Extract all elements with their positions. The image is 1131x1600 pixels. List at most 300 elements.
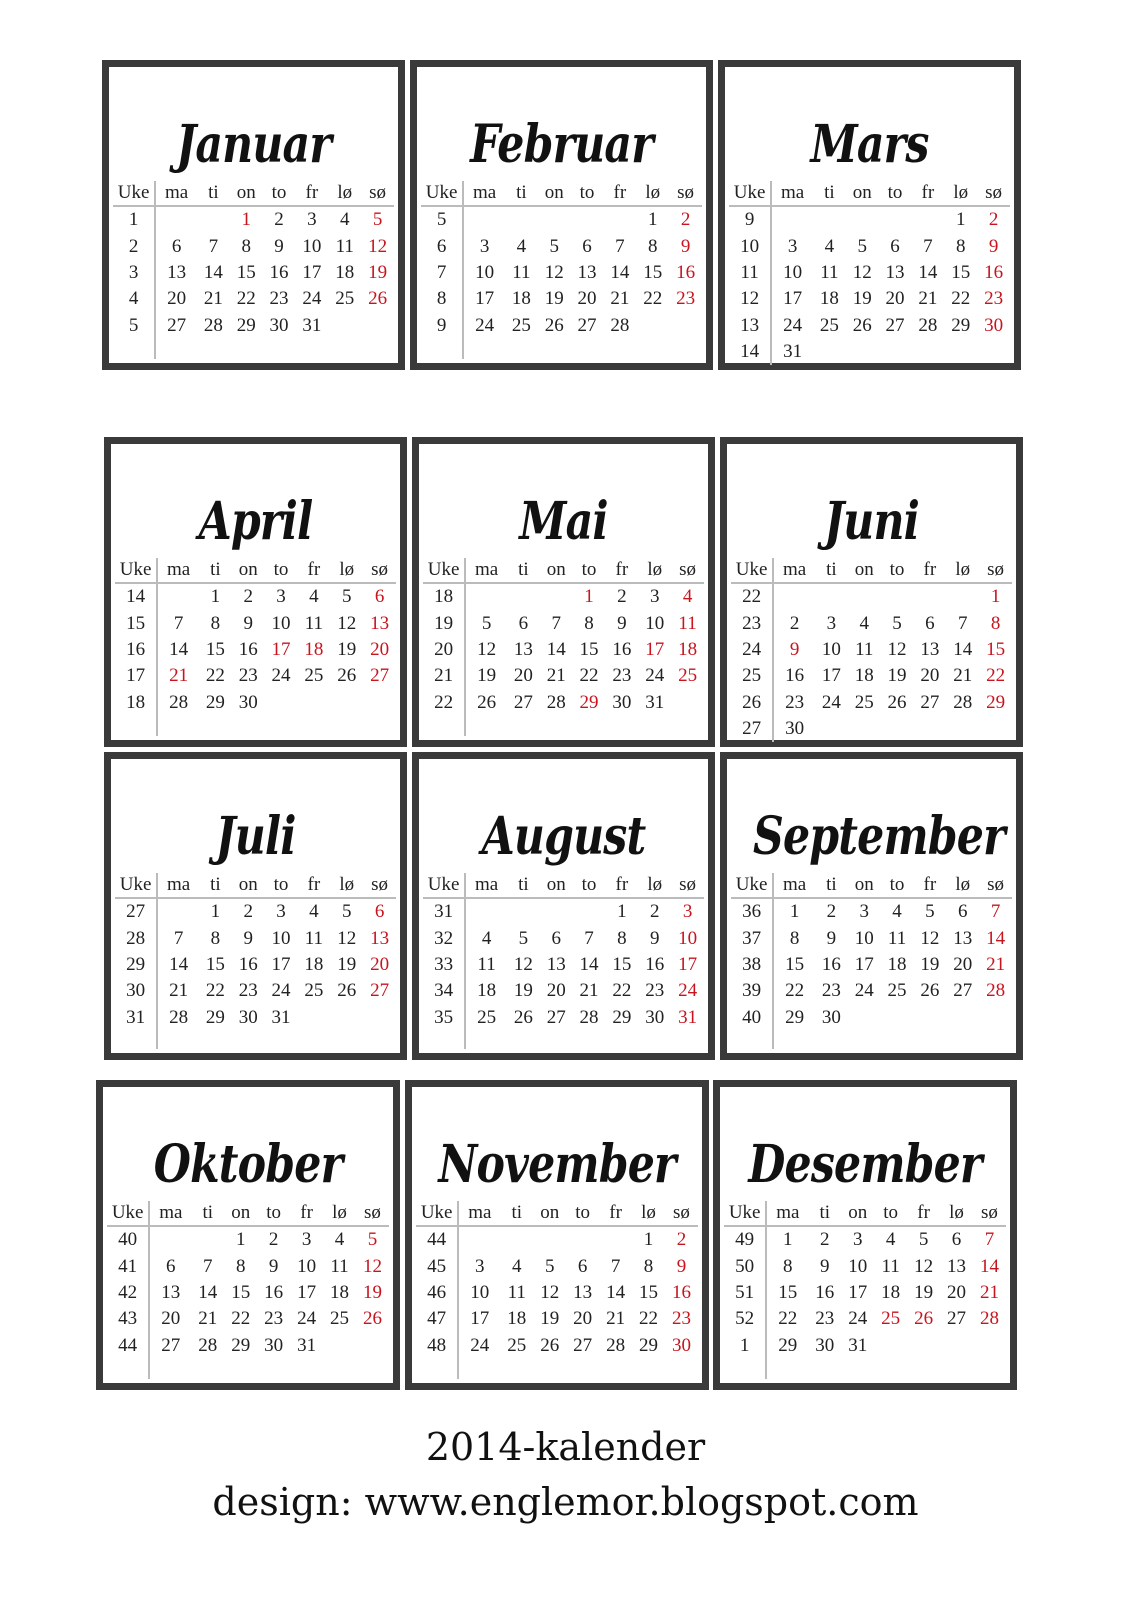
day-cell: 28 [986, 980, 1006, 1002]
day-cell: 13 [573, 1281, 593, 1303]
day-cell [599, 1226, 632, 1253]
day-cell: 21 [546, 665, 566, 687]
day-cell: 22 [785, 980, 805, 1002]
day-cell: 28 [606, 1334, 626, 1356]
filler-cell [297, 716, 330, 736]
day-cell: 8 [643, 1255, 654, 1277]
day-cell: 27 [370, 665, 390, 687]
week-row [416, 1333, 698, 1359]
day-cell: 24 [475, 314, 495, 336]
day-cell: 15 [236, 261, 256, 283]
day-cell [813, 339, 846, 365]
day-cell: 26 [513, 1006, 533, 1028]
day-cell: 25 [881, 1308, 901, 1330]
day-cell: 11 [507, 1281, 526, 1303]
weekday-header-row [731, 558, 1012, 583]
day-cell: 11 [855, 638, 874, 660]
weekday-header: ma [465, 558, 507, 583]
filler-cell [507, 1031, 540, 1049]
day-cell: 29 [205, 1006, 225, 1028]
week-number: 22 [423, 690, 465, 716]
week-number: 44 [107, 1333, 149, 1359]
day-cell: 3 [307, 209, 317, 231]
weekday-header: to [874, 1201, 907, 1226]
weekday-header: to [571, 181, 604, 206]
day-cell: 18 [678, 638, 698, 660]
day-cell: 1 [643, 1229, 654, 1251]
day-cell: 11 [304, 612, 324, 634]
day-cell: 12 [544, 261, 564, 283]
day-cell: 18 [304, 953, 324, 975]
week-row [731, 663, 1012, 689]
day-cell [538, 206, 571, 233]
filler-cell [230, 339, 263, 359]
day-cell: 25 [304, 980, 324, 1002]
week-number: 8 [421, 286, 463, 312]
week-row [115, 1005, 396, 1031]
weekday-header: lø [323, 1201, 356, 1226]
month-table [115, 873, 396, 1049]
weekday-header: on [224, 1201, 257, 1226]
day-cell: 7 [984, 1229, 995, 1251]
weekday-header: lø [946, 558, 979, 583]
day-cell: 21 [953, 665, 973, 687]
week-number: 52 [724, 1306, 766, 1332]
day-cell: 15 [579, 638, 599, 660]
day-cell: 6 [890, 235, 900, 257]
week-row [416, 1306, 698, 1332]
week-row [113, 206, 394, 233]
day-cell: 14 [986, 927, 1006, 949]
day-cell: 29 [951, 314, 971, 336]
day-cell: 1 [235, 1229, 246, 1251]
day-cell: 23 [671, 1308, 691, 1330]
day-cell: 5 [518, 927, 529, 949]
day-cell: 26 [540, 1334, 560, 1356]
month-card [720, 437, 1023, 747]
week-number: 25 [731, 663, 773, 689]
day-cell: 4 [859, 612, 869, 634]
weekday-header: ma [155, 181, 197, 206]
day-cell: 26 [477, 691, 497, 713]
filler-cell [265, 716, 298, 736]
week-row [731, 1005, 1012, 1031]
day-cell: 9 [243, 612, 253, 634]
week-number: 14 [115, 583, 157, 610]
week-number: 6 [421, 233, 463, 259]
day-cell: 2 [988, 209, 999, 231]
weekday-header: sø [669, 181, 702, 206]
day-cell: 12 [337, 612, 357, 634]
day-cell: 10 [475, 261, 495, 283]
day-cell: 28 [169, 1006, 189, 1028]
day-cell [323, 1333, 356, 1359]
day-cell: 5 [925, 901, 935, 923]
day-cell: 14 [953, 638, 973, 660]
day-cell: 7 [208, 235, 219, 257]
day-cell [507, 898, 540, 925]
day-cell [330, 690, 363, 716]
day-cell: 13 [947, 1255, 967, 1277]
day-cell: 29 [205, 691, 225, 713]
day-cell [197, 206, 230, 233]
week-column-header: Uke [421, 181, 463, 206]
day-cell: 31 [783, 341, 803, 363]
weekday-header: ti [815, 873, 848, 898]
day-cell: 2 [649, 901, 660, 923]
filler-cell [416, 1359, 458, 1379]
day-cell: 16 [264, 1281, 284, 1303]
day-cell: 18 [507, 1308, 527, 1330]
week-number: 18 [115, 690, 157, 716]
day-cell [328, 313, 361, 339]
month-table [423, 558, 704, 736]
day-cell [846, 206, 879, 233]
week-number: 35 [423, 1005, 465, 1031]
day-cell: 23 [821, 980, 841, 1002]
week-row [115, 663, 396, 689]
week-number: 12 [729, 286, 771, 312]
day-cell: 30 [815, 1334, 835, 1356]
day-cell [265, 690, 298, 716]
week-number: 3 [113, 260, 155, 286]
day-cell [815, 716, 848, 742]
day-cell [913, 1005, 946, 1031]
day-cell: 19 [887, 665, 907, 687]
day-cell [848, 716, 881, 742]
day-cell: 18 [819, 288, 839, 310]
day-cell: 21 [198, 1308, 218, 1330]
day-cell: 26 [368, 288, 388, 310]
day-cell [979, 716, 1012, 742]
weekday-header: fr [911, 181, 944, 206]
weekday-header: ma [773, 558, 815, 583]
month-name: Desember [748, 1134, 982, 1195]
day-cell: 14 [610, 261, 630, 283]
week-row [423, 925, 704, 951]
day-cell: 29 [612, 1006, 632, 1028]
day-cell: 30 [984, 314, 1004, 336]
day-cell: 1 [241, 209, 251, 231]
day-cell: 19 [544, 288, 564, 310]
week-row [423, 978, 704, 1004]
day-cell [881, 716, 914, 742]
weekday-header: fr [297, 558, 330, 583]
day-cell: 14 [918, 261, 938, 283]
week-column-header: Uke [731, 873, 773, 898]
designer-credit: design: www.englemor.blogspot.com [212, 1480, 919, 1524]
day-cell: 2 [820, 1229, 830, 1251]
filler-cell [463, 339, 505, 359]
week-number: 5 [421, 206, 463, 233]
week-number: 9 [421, 313, 463, 339]
day-cell: 24 [783, 314, 803, 336]
day-cell: 28 [169, 691, 189, 713]
day-cell: 17 [475, 288, 495, 310]
day-cell: 19 [852, 288, 872, 310]
month-card [718, 60, 1021, 370]
weekday-header: lø [946, 873, 979, 898]
filler-cell [540, 716, 573, 736]
day-cell [881, 1005, 914, 1031]
day-cell: 26 [544, 314, 564, 336]
day-cell: 18 [477, 980, 497, 1002]
day-cell: 24 [678, 980, 698, 1002]
day-cell: 24 [271, 665, 291, 687]
day-cell: 25 [854, 691, 874, 713]
day-cell: 27 [885, 314, 905, 336]
weekday-header: lø [328, 181, 361, 206]
day-cell [505, 206, 538, 233]
week-number: 28 [115, 925, 157, 951]
day-cell: 4 [309, 901, 319, 923]
week-row [731, 690, 1012, 716]
day-cell [500, 1226, 533, 1253]
day-cell: 14 [606, 1281, 626, 1303]
day-cell: 7 [173, 927, 184, 949]
day-cell [813, 206, 846, 233]
weekday-header: fr [907, 1201, 940, 1226]
week-row [421, 286, 702, 312]
day-cell: 19 [477, 665, 497, 687]
day-cell: 4 [309, 586, 319, 608]
weekday-header-row [115, 873, 396, 898]
calendar-title: 2014-kalender [425, 1425, 706, 1469]
weekday-header: ti [500, 1201, 533, 1226]
day-cell: 18 [854, 665, 874, 687]
day-cell: 31 [645, 691, 665, 713]
weekday-header: sø [979, 558, 1012, 583]
day-cell: 18 [887, 953, 907, 975]
filler-cell [815, 1031, 848, 1049]
day-cell: 25 [304, 665, 324, 687]
day-cell: 13 [370, 927, 390, 949]
day-cell: 5 [892, 612, 902, 634]
filler-cell [113, 339, 155, 359]
day-cell: 26 [914, 1308, 934, 1330]
day-cell: 20 [546, 980, 566, 1002]
day-cell [907, 1333, 940, 1359]
day-cell: 16 [671, 1281, 691, 1303]
filler-cell [263, 339, 296, 359]
weekday-header: sø [977, 181, 1010, 206]
day-cell: 10 [302, 235, 322, 257]
filler-cell [265, 1031, 298, 1049]
day-cell [946, 583, 979, 610]
day-cell: 8 [210, 927, 221, 949]
day-cell: 17 [848, 1281, 868, 1303]
day-cell: 13 [577, 261, 597, 283]
week-row [115, 610, 396, 636]
day-cell: 6 [925, 612, 935, 634]
day-cell: 6 [518, 612, 529, 634]
day-cell: 8 [783, 1255, 793, 1277]
weekday-header: lø [638, 873, 671, 898]
month-name: September [753, 806, 1005, 867]
week-number: 21 [423, 663, 465, 689]
day-cell: 9 [268, 1255, 279, 1277]
week-row [729, 260, 1010, 286]
week-row [107, 1333, 389, 1359]
day-cell: 17 [271, 638, 291, 660]
week-row [421, 313, 702, 339]
filler-cell [665, 1359, 698, 1379]
filler-cell [155, 339, 197, 359]
week-number: 13 [729, 313, 771, 339]
day-cell: 27 [577, 314, 597, 336]
day-cell: 30 [264, 1334, 284, 1356]
week-number: 14 [729, 339, 771, 365]
filler-cell [599, 1359, 632, 1379]
day-cell: 22 [231, 1308, 251, 1330]
day-cell: 13 [885, 261, 905, 283]
week-row [724, 1333, 1006, 1359]
day-cell: 11 [678, 612, 697, 634]
day-cell: 27 [953, 980, 973, 1002]
week-row [423, 952, 704, 978]
weekday-header: sø [973, 1201, 1006, 1226]
month-card [412, 752, 715, 1060]
day-cell: 19 [362, 1281, 382, 1303]
day-cell: 14 [198, 1281, 218, 1303]
weekday-header: sø [363, 558, 396, 583]
day-cell [946, 716, 979, 742]
week-column-header: Uke [423, 558, 465, 583]
month-table [724, 1201, 1006, 1379]
day-cell: 23 [785, 691, 805, 713]
weekday-header: ti [199, 873, 232, 898]
day-cell: 16 [785, 665, 805, 687]
week-number: 50 [724, 1253, 766, 1279]
day-cell: 13 [167, 261, 187, 283]
day-cell: 29 [639, 1334, 659, 1356]
day-cell: 26 [337, 980, 357, 1002]
day-cell [540, 898, 573, 925]
day-cell: 12 [477, 638, 497, 660]
week-number: 30 [115, 978, 157, 1004]
day-cell: 9 [243, 927, 253, 949]
filler-cell [540, 1031, 573, 1049]
day-cell: 20 [370, 638, 390, 660]
day-cell: 19 [337, 638, 357, 660]
day-cell: 2 [243, 901, 253, 923]
day-cell: 21 [610, 288, 630, 310]
day-cell: 7 [551, 612, 561, 634]
day-cell: 3 [682, 901, 693, 923]
day-cell: 21 [918, 288, 938, 310]
day-cell: 25 [678, 665, 698, 687]
week-number: 17 [115, 663, 157, 689]
day-cell: 14 [169, 638, 189, 660]
filler-cell [533, 1359, 566, 1379]
day-cell: 9 [617, 612, 627, 634]
weekday-header: on [230, 181, 263, 206]
day-cell: 5 [918, 1229, 929, 1251]
weekday-header-row [731, 873, 1012, 898]
filler-cell [773, 1031, 815, 1049]
week-row [421, 206, 702, 233]
filler-cell [881, 1031, 914, 1049]
weekday-header: fr [605, 873, 638, 898]
filler-cell [107, 1359, 149, 1379]
day-cell [773, 583, 815, 610]
day-cell: 31 [297, 1334, 317, 1356]
day-cell: 25 [511, 314, 531, 336]
day-cell: 31 [271, 1006, 291, 1028]
weekday-header: on [848, 873, 881, 898]
filler-cell [328, 339, 361, 359]
filler-row [421, 339, 702, 359]
day-cell: 29 [579, 691, 599, 713]
day-cell: 23 [612, 665, 632, 687]
month-card [410, 60, 713, 370]
day-cell: 27 [573, 1334, 593, 1356]
day-cell: 13 [546, 953, 566, 975]
day-cell: 8 [584, 612, 594, 634]
day-cell: 5 [549, 235, 559, 257]
day-cell: 2 [274, 209, 284, 231]
filler-cell [669, 339, 702, 359]
week-number: 22 [731, 583, 773, 610]
week-row [423, 610, 704, 636]
filler-cell [361, 339, 394, 359]
day-cell [458, 1226, 500, 1253]
day-cell: 15 [778, 1281, 798, 1303]
week-row [115, 583, 396, 610]
day-cell: 4 [481, 927, 492, 949]
day-cell: 6 [951, 1229, 962, 1251]
day-cell: 16 [645, 953, 665, 975]
filler-cell [603, 339, 636, 359]
week-row [416, 1280, 698, 1306]
day-cell: 5 [367, 1229, 378, 1251]
filler-cell [573, 1031, 606, 1049]
month-name: Januar [176, 114, 331, 175]
month-card [713, 1080, 1017, 1390]
day-cell: 12 [540, 1281, 560, 1303]
filler-row [423, 1031, 704, 1049]
week-row [115, 925, 396, 951]
day-cell: 5 [544, 1255, 555, 1277]
week-number: 5 [113, 313, 155, 339]
weekday-header: on [540, 873, 573, 898]
day-cell: 7 [615, 235, 625, 257]
weekday-header: sø [671, 558, 704, 583]
day-cell: 20 [161, 1308, 181, 1330]
day-cell: 23 [984, 288, 1004, 310]
day-cell: 16 [821, 953, 841, 975]
day-cell: 7 [610, 1255, 621, 1277]
day-cell: 28 [198, 1334, 218, 1356]
day-cell: 15 [205, 638, 225, 660]
filler-cell [297, 1031, 330, 1049]
weekday-header: to [257, 1201, 290, 1226]
day-cell: 23 [238, 665, 258, 687]
week-row [729, 233, 1010, 259]
day-cell: 27 [167, 314, 187, 336]
weekday-header: sø [361, 181, 394, 206]
week-number: 36 [731, 898, 773, 925]
week-number: 49 [724, 1226, 766, 1253]
week-column-header: Uke [107, 1201, 149, 1226]
month-name: Mai [519, 491, 608, 552]
day-cell: 21 [606, 1308, 626, 1330]
day-cell: 24 [297, 1308, 317, 1330]
filler-cell [573, 716, 606, 736]
week-row [724, 1280, 1006, 1306]
day-cell: 1 [584, 586, 594, 608]
filler-cell [671, 1031, 704, 1049]
